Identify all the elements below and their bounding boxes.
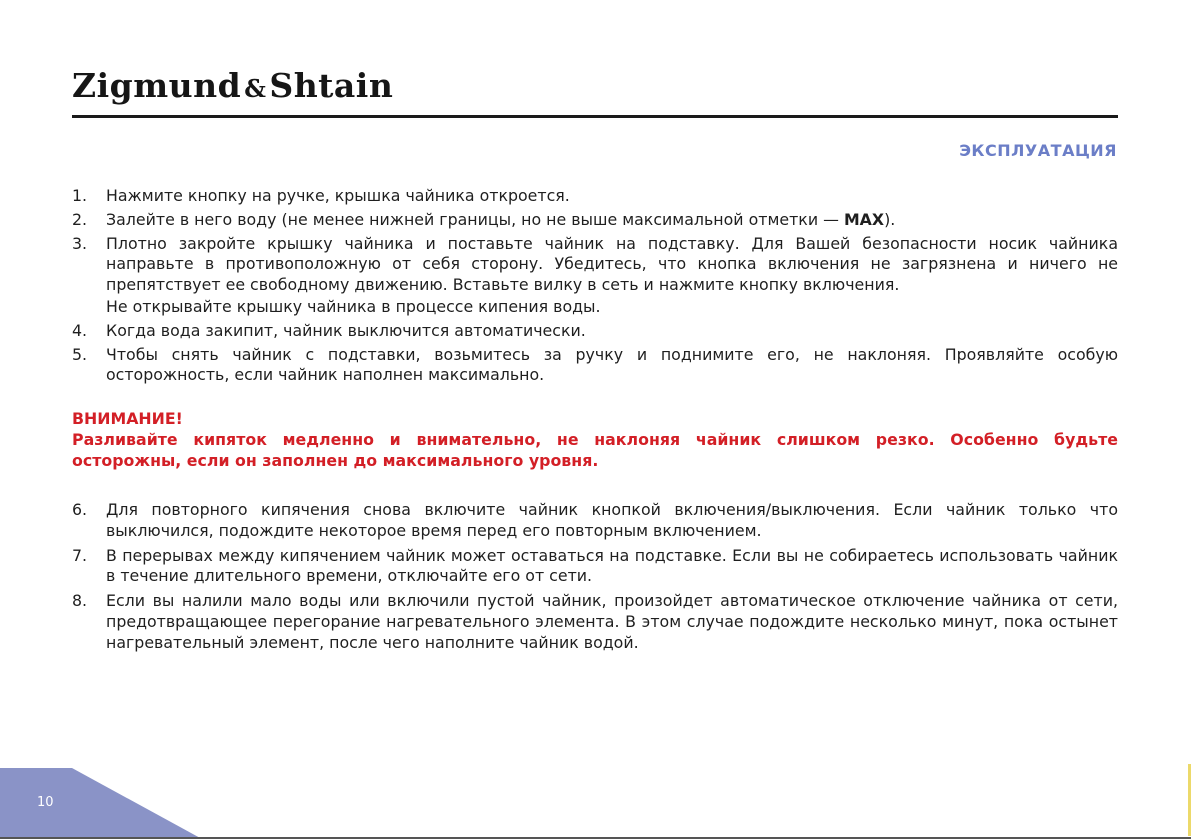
step-extra-note: Не открывайте крышку чайника в процессе кипения воды.	[106, 296, 601, 316]
step-text: В перерывах между кипячением чайник может оставаться на подставке. Если вы не собираетесь использовать чайник в течение длительного времени, отключайте его от сети.	[106, 545, 1118, 586]
step-text: Нажмите кнопку на ручке, крышка чайника откроется.	[106, 186, 570, 205]
step-text: Если вы налили мало воды или включили пустой чайник, произойдет автоматическое отключение чайника от сети, предотвращающее перегорание нагревательного элемента. В этом случае подождите несколько минут, пока остынет нагревательный элемент, после чего наполните чайник водой.	[106, 591, 1118, 652]
step-item	[72, 234, 1118, 318]
step-number: 7.	[72, 545, 88, 565]
max-mark: MAX	[843, 209, 885, 229]
warning-title: ВНИМАНИЕ!	[72, 409, 183, 428]
step-number: 5.	[72, 344, 88, 364]
step-text: Чтобы снять чайник с подставки, возьмитесь за ручку и поднимите его, не наклоняя. Проявляйте особую осторожность, если чайник наполнен максимально.	[106, 344, 1118, 385]
footer-tab	[72, 768, 202, 839]
step-item	[72, 591, 1118, 653]
step-item	[72, 186, 1118, 207]
warning-body: Разливайте кипяток медленно и внимательно, не наклоняя чайник слишком резко. Особенно будьте осторожны, если он заполнен до максимального уровня.	[72, 429, 1118, 470]
header-rule	[72, 115, 1118, 118]
page-number: 10	[37, 795, 54, 810]
step-item	[72, 345, 1118, 387]
section-title: ЭКСПЛУАТАЦИЯ	[959, 141, 1117, 160]
step-item	[72, 546, 1118, 588]
warning-block	[72, 409, 1118, 471]
step-item	[72, 210, 1118, 231]
footer-tab-fill	[0, 768, 72, 839]
step-number: 3.	[72, 233, 88, 253]
step-text	[106, 210, 1118, 231]
step-text: Плотно закройте крышку чайника и поставьте чайник на подставку. Для Вашей безопасности носик чайника направьте в противоположную от себя сторону. Убедитесь, что кнопка включения не загрязнена и ничего не препятствует ее свободному движению. Вставьте вилку в сеть и нажмите кнопку включения.	[106, 233, 1118, 295]
step-number: 2.	[72, 209, 88, 229]
steps-list-first	[72, 186, 1118, 389]
brand-ampersand: &	[244, 74, 267, 103]
step-text: Для повторного кипячения снова включите чайник кнопкой включения/выключения. Если чайник только что выключился, подождите некоторое время перед его повторным включением.	[106, 500, 1118, 540]
step-text: Когда вода закипит, чайник выключится автоматически.	[106, 320, 586, 340]
step-number: 4.	[72, 320, 88, 340]
brand-logo	[72, 66, 393, 105]
step-number: 6.	[72, 500, 88, 519]
brand-name-right: Shtain	[269, 66, 394, 105]
step-number: 8.	[72, 591, 88, 611]
brand-name-left: Zigmund	[72, 66, 242, 105]
step-text-main: Залейте в него воду (не менее нижней границы, но не выше максимальной отметки —	[106, 209, 844, 229]
step-item	[72, 500, 1118, 542]
steps-list-second	[72, 500, 1118, 658]
step-number: 1.	[72, 186, 88, 205]
step-text-tail: ).	[884, 209, 896, 229]
step-item	[72, 321, 1118, 342]
